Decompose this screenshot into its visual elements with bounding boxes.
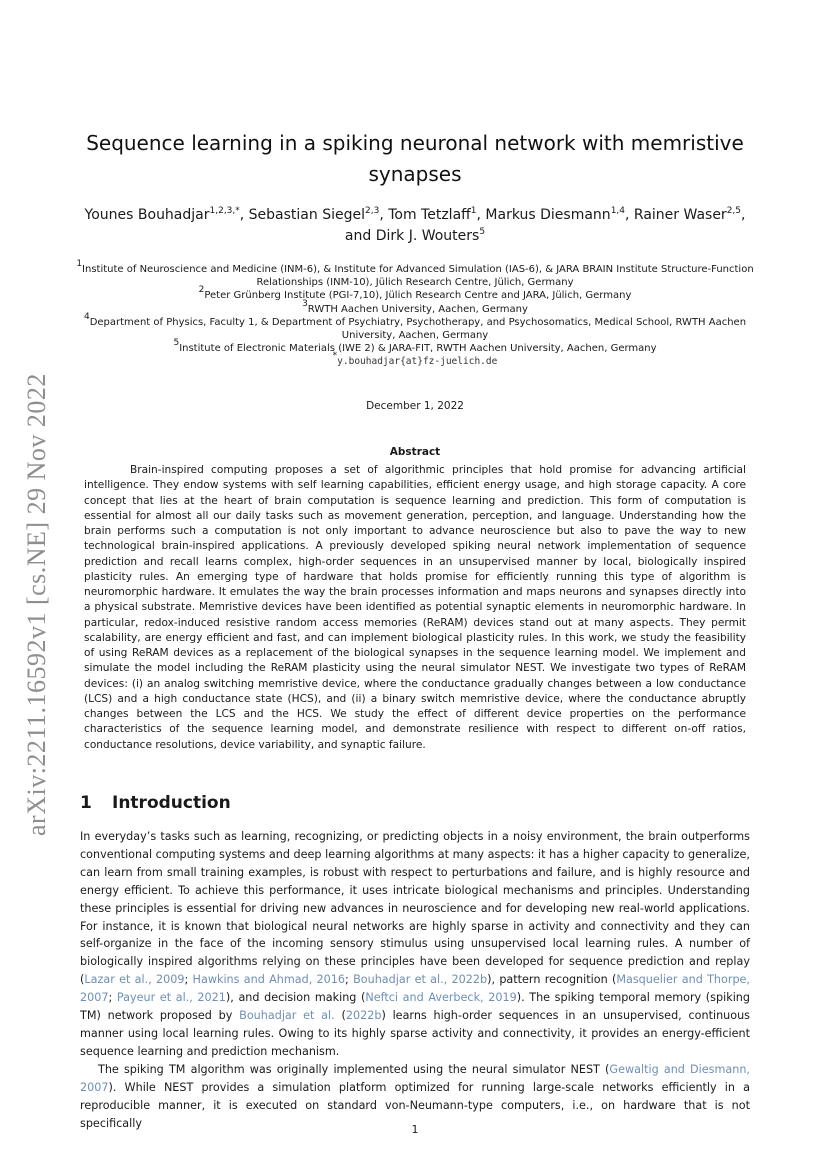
author-name: , and Dirk J. Wouters [344, 207, 746, 244]
abstract-body: Brain-inspired computing proposes a set of algorithmic principles that hold promise for advancing artificial intelligence. They endow systems with self learning capabilities, efficient energy usage, and high storage capacity. A core concept that lies at the heart of brain computation is sequence learning and prediction. This form of computation is essential for almost all our daily tasks such as movement generation, perception, and language. Understanding how the brain performs such a computation is not only important to advance neuroscience but also to pave the way to new technological brain-inspired applications. A previously developed spiking neural network implementation of sequence prediction and recall learns complex, high-order sequences in an unsupervised manner by local, biologically inspired plasticity rules. An emerging type of hardware that holds promise for efficiently running this type of algorithm is neuromorphic hardware. It emulates the way the brain processes information and maps neurons and synapses directly into a physical substrate. Memristive devices have been identified as potential synaptic elements in neuromorphic hardware. In particular, redox-induced resistive random access memories (ReRAM) devices stand out at many aspects. They permit scalability, are energy efficient and fast, and can implement biological plasticity rules. In this work, we study the feasibility of using ReRAM devices as a replacement of the biological synapses in the sequence learning model. We implement and simulate the model including the ReRAM plasticity using the neural simulator NEST. We investigate two types of ReRAM devices: (i) an analog switching memristive device, where the conductance gradually changes between a low conductance (LCS) and a high conductance state (HCS), and (ii) a binary switch memristive device, where the conductance abruptly changes between the LCS and the HCS. We study the effect of different device properties on the performance characteristics of the sequence learning model, and demonstrate resilience with respect to different on-off ratios, conductance resolutions, device variability, and synaptic failure. [84, 464, 746, 751]
affiliation-2 [72, 285, 758, 302]
text-run: ; [184, 973, 193, 987]
affiliation-5 [72, 338, 758, 355]
section-number: 1 [80, 793, 92, 813]
citation-link[interactable]: 2022b [345, 1009, 382, 1023]
author-affiliation-mark: 1 [470, 206, 477, 216]
citation-link[interactable]: Hawkins and Ahmad, 2016 [192, 973, 346, 987]
author-name: , Sebastian Siegel [239, 207, 365, 223]
section-heading [80, 793, 750, 813]
author-name: Younes Bouhadjar [84, 207, 210, 223]
email-text: y.bouhadjar{at}fz-juelich.de [337, 356, 498, 368]
affiliation-text: Department of Physics, Faculty 1, & Department of Psychiatry, Psychotherapy, and Psychosomatics, Medical School, RWTH Aachen University, Aachen, Germany [89, 316, 747, 342]
affiliation-mark: 4 [83, 311, 90, 322]
author-name: , Rainer Waser [625, 207, 727, 223]
affiliation-text: Institute of Neuroscience and Medicine (INM-6), & Institute for Advanced Simulation (IAS-6), & JARA BRAIN Institute Structure-Function Relationships (INM-10), Jülich Research Centre, Jülich, Germany [82, 264, 754, 289]
affiliation-text: Peter Grünberg Institute (PGI-7,10), Jülich Research Centre and JARA, Jülich, Germany [204, 290, 632, 302]
affiliation-text: RWTH Aachen University, Aachen, Germany [307, 303, 528, 315]
citation-link[interactable]: Lazar et al., 2009 [84, 973, 185, 987]
citation-link[interactable]: Payeur et al., 2021 [116, 991, 226, 1005]
text-run: The spiking TM algorithm was originally implemented using the neural simulator NEST ( [98, 1062, 610, 1076]
author-affiliation-mark: 2,3 [365, 206, 380, 216]
citation-link[interactable]: Bouhadjar et al., 2022b [353, 973, 488, 987]
section-title: Introduction [112, 793, 231, 813]
text-run: ) learns high-order sequences in an unsupervised, continuous manner using local learning rules. Owing to its highly sparse activity and connectivity, it provides an energy-efficient sequence learning and prediction mechanism. [80, 1009, 751, 1058]
paragraph [80, 828, 750, 1061]
arxiv-identifier: arXiv:2211.16592v1 [cs.NE] 29 Nov 2022 [22, 373, 51, 837]
affiliation-3 [72, 298, 758, 316]
author-affiliation-mark: 5 [479, 227, 486, 237]
author-list [80, 205, 750, 247]
email-mark: * [332, 351, 338, 362]
citation-link[interactable]: Bouhadjar et al. [239, 1009, 335, 1023]
text-run: ). The spiking temporal memory (spiking TM) network proposed by [80, 991, 750, 1023]
introduction-body [80, 828, 750, 1132]
text-run: In everyday’s tasks such as learning, recognizing, or predicting objects in a noisy environment, the brain outperforms conventional computing systems and deep learning algorithms at many aspects: it has a higher capacity to generalize, can learn from small training examples, is robust with respect to perturbations and failure, and is highly resource and energy efficient. To achieve this performance, it uses intricate biological mechanisms and principles. Understanding these principles is essential for driving new advances in neuroscience and for developing new real-world applications. For instance, it is known that biological neural networks are highly sparse in activity and connectivity and they can self-organize in the face of the incoming sensory stimulus using unsupervised local learning rules. A number of biologically inspired algorithms relying on these principles have been developed for sequence prediction and replay ( [80, 830, 750, 987]
affiliation-mark: 5 [173, 338, 180, 349]
affiliation-text: Institute of Electronic Materials (IWE 2) & JARA-FIT, RWTH Aachen University, Aachen, Germany [179, 343, 657, 355]
affiliation-mark: 1 [76, 259, 83, 269]
author-name: , Tom Tetzlaff [379, 207, 471, 223]
text-run: ( [334, 1009, 346, 1023]
text-run: ; [108, 991, 117, 1005]
paper-date: December 1, 2022 [366, 400, 464, 412]
text-run: ). While NEST provides a simulation platform optimized for running large-scale networks efficiently in a reproducible manner, it is executed on standard von-Neumann-type computers, i.e., on hardware that is not specifically [80, 1080, 750, 1130]
text-run: ), pattern recognition ( [487, 973, 617, 987]
paragraph [80, 1061, 750, 1133]
author-affiliation-mark: 1,4 [610, 206, 626, 216]
text-run: ), and decision making ( [225, 991, 366, 1005]
affiliation-mark: 3 [302, 298, 308, 309]
corresponding-email [72, 351, 758, 368]
paper-title: Sequence learning in a spiking neuronal network with memristive synapses [86, 131, 744, 186]
affiliation-mark: 2 [198, 285, 205, 296]
author-affiliation-mark: 2,5 [726, 206, 742, 216]
abstract-heading: Abstract [389, 446, 441, 458]
author-affiliation-mark: 1,2,3,* [209, 206, 240, 216]
citation-link[interactable]: Neftci and Averbeck, 2019 [365, 991, 517, 1005]
text-run: ; [345, 973, 354, 987]
affiliation-1 [72, 259, 758, 289]
citation-link[interactable]: Gewaltig and Diesmann, 2007 [80, 1062, 750, 1094]
citation-link[interactable]: Masquelier and Thorpe, 2007 [80, 973, 750, 1005]
affiliation-list [72, 259, 758, 369]
author-name: , Markus Diesmann [476, 207, 611, 223]
page-number: 1 [411, 1123, 419, 1136]
